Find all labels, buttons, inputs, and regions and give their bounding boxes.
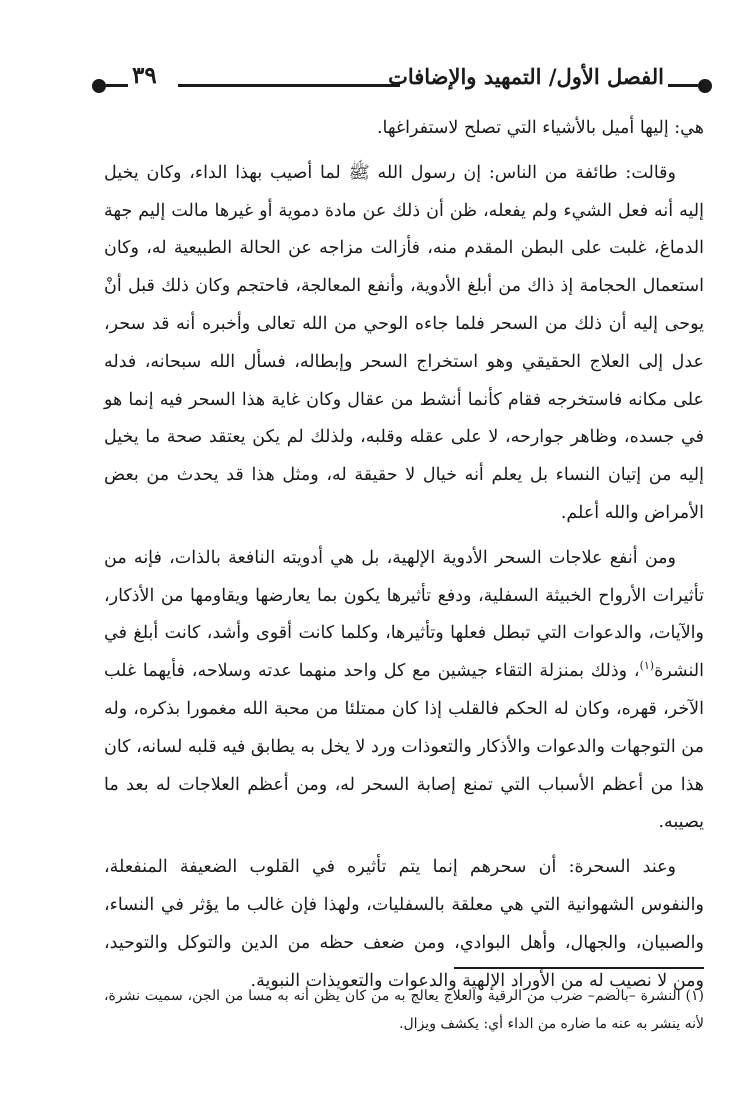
paragraph-3-before: ومن أنفع علاجات السحر الأدوية الإلهية، بل هي أدويته النافعة بالذات، فإنه من تأثيرات الأرواح الخبيثة السفلية، ودفع تأثيرها يكون بما يعارضها ويقاومها من الأذكار، والآيات، والدعوات التي تبطل فعلها وتأثيرها، وكلما كانت أقوى وأشد، كانت أبلغ في النشرة (104, 547, 704, 682)
chapter-title: الفصل الأول/ التمهيد والإضافات (388, 64, 664, 89)
footnote-1: (١) النشرة –بالضم– ضرب من الرقية والعلاج يعالج به من كان يظن أنه به مسا من الجن، سميت نشرة، لأنه ينشر به عنه ما ضاره من الداء أي: يكشف ويزال. (104, 988, 704, 1032)
header-rule-left-short (106, 84, 128, 87)
paragraph-2: وقالت: طائفة من الناس: إن رسول الله ﷺ لما أصيب بهذا الداء، وكان يخيل إليه أنه فعل الشيء ولم يفعله، ظن أن ذلك عن مادة دموية أو غيرها مالت إليم جهة الدماغ، غلبت على البطن المقدم منه، فأزالت مزاجه عن الحالة الطبيعية له، وكان استعمال الحجامة إذ ذاك من أبلغ الأدوية، وأنفع المعالجة، فاحتجم وكان ذلك قبل أنْ يوحى إليه أن ذلك من السحر فلما جاءه الوحي من الله تعالى وأخبره أنه قد سحر، عدل إلى العلاج الحقيقي وهو استخراج السحر وإبطاله، فسأل الله سبحانه، فدله على مكانه فاستخرجه فقام كأنما أنشط من عقال وكان غاية هذا السحر فيه إنما هو في جسده، وظاهر جوارحه، لا على عقله وقلبه، ولذلك لم يكن يعتقد صحة ما يخيل إليه من إتيان النساء بل يعلم أنه خيال لا حقيقة له، ومثل هذا قد يحدث من بعض الأمراض والله أعلم. (104, 162, 704, 523)
footnote-reference[interactable]: (١) (639, 659, 655, 673)
paragraph-4: وعند السحرة: أن سحرهم إنما يتم تأثيره في القلوب الضعيفة المنفعلة، والنفوس الشهوانية التي هي معلقة بالسفليات، ولهذا فإن غالب ما يؤثر في النساء، والصبيان، والجهال، وأهل البوادي، ومن ضعف حظه من الدين والتوكل والتوحيد، ومن لا نصيب له من الأوراد الإلهية والدعوات والتعويذات النبوية. (104, 857, 704, 991)
paragraph-3 (104, 540, 704, 842)
header-rule-middle (178, 84, 400, 87)
header-left-dot (92, 79, 106, 93)
paragraph-3-after: ، وذلك بمنزلة التقاء جيشين مع كل واحد منهما عدته وسلاحه، فأيهما غلب الآخر، قهره، وكان له الحكم فالقلب إذا كان ممتلئا من محبة الله مغمورا بذكره، وله من التوجهات والدعوات والأذكار والتعوذات ورد لا يخل به يطابق فيه قلبه لسانه، كان هذا من أعظم الأسباب التي تمنع إصابة السحر له، ومن أعظم العلاجات له بعد ما يصيبه. (104, 661, 704, 833)
header-right-dot (698, 79, 712, 93)
header-rule-right-short (668, 84, 698, 87)
main-text (104, 110, 704, 1007)
footnote-separator (454, 967, 704, 969)
paragraph-1: هي: إليها أميل بالأشياء التي تصلح لاستفراغها. (376, 118, 704, 138)
page-number: ٣٩ (132, 62, 157, 89)
page-header (92, 60, 712, 104)
